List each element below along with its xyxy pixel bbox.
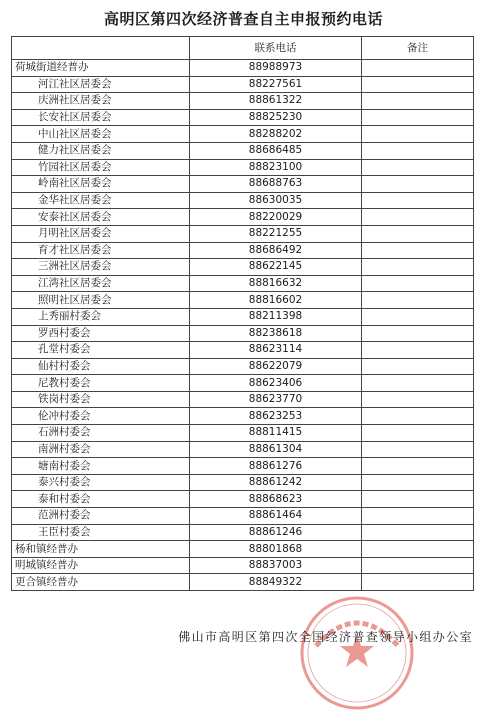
phone-number-cell: 88823100: [190, 159, 362, 176]
phone-number-cell: 88211398: [190, 308, 362, 325]
table-row: [12, 225, 474, 242]
unit-name-cell: 杨和镇经普办: [12, 541, 190, 558]
table-row: [12, 259, 474, 276]
table-row: [12, 524, 474, 541]
unit-name-cell: 月明社区居委会: [12, 225, 190, 242]
table-row: [12, 275, 474, 292]
note-cell: [362, 142, 474, 159]
unit-name-cell: 健力社区居委会: [12, 142, 190, 159]
phone-number-cell: 88861242: [190, 474, 362, 491]
phone-number-cell: 88816602: [190, 292, 362, 309]
note-cell: [362, 425, 474, 442]
note-cell: [362, 292, 474, 309]
unit-name-cell: 荷城街道经普办: [12, 60, 190, 77]
note-cell: [362, 474, 474, 491]
unit-name-cell: 尼教村委会: [12, 375, 190, 392]
phone-number-cell: 88630035: [190, 192, 362, 209]
note-cell: [362, 209, 474, 226]
table-row: [12, 358, 474, 375]
unit-name-cell: 庆洲社区居委会: [12, 93, 190, 110]
header-note: 备注: [362, 37, 474, 60]
table-row: [12, 408, 474, 425]
note-cell: [362, 441, 474, 458]
unit-name-cell: 河江社区居委会: [12, 76, 190, 93]
note-cell: [362, 391, 474, 408]
phone-number-cell: 88861322: [190, 93, 362, 110]
phone-number-cell: 88861276: [190, 458, 362, 475]
note-cell: [362, 408, 474, 425]
unit-name-cell: 安泰社区居委会: [12, 209, 190, 226]
note-cell: [362, 93, 474, 110]
unit-name-cell: 上秀丽村委会: [12, 308, 190, 325]
phone-number-cell: 88227561: [190, 76, 362, 93]
table-row: [12, 441, 474, 458]
note-cell: [362, 325, 474, 342]
unit-name-cell: 长安社区居委会: [12, 109, 190, 126]
table-row: [12, 176, 474, 193]
unit-name-cell: 范洲村委会: [12, 508, 190, 525]
unit-name-cell: 仙村村委会: [12, 358, 190, 375]
table-row: [12, 325, 474, 342]
header-unit: [12, 37, 190, 60]
table-row: [12, 209, 474, 226]
table-row: [12, 292, 474, 309]
table-row: [12, 391, 474, 408]
note-cell: [362, 259, 474, 276]
unit-name-cell: 王臣村委会: [12, 524, 190, 541]
phone-number-cell: 88622079: [190, 358, 362, 375]
table-row: [12, 242, 474, 259]
note-cell: [362, 541, 474, 558]
phone-number-cell: 88288202: [190, 126, 362, 143]
note-cell: [362, 508, 474, 525]
phone-number-cell: 88686492: [190, 242, 362, 259]
unit-name-cell: 照明社区居委会: [12, 292, 190, 309]
unit-name-cell: 三洲社区居委会: [12, 259, 190, 276]
unit-name-cell: 更合镇经普办: [12, 574, 190, 591]
note-cell: [362, 242, 474, 259]
note-cell: [362, 358, 474, 375]
table-row: [12, 342, 474, 359]
table-row: [12, 574, 474, 591]
unit-name-cell: 泰兴村委会: [12, 474, 190, 491]
document-title: 高明区第四次经济普查自主申报预约电话: [103, 10, 383, 28]
table-row: [12, 76, 474, 93]
phone-number-cell: 88221255: [190, 225, 362, 242]
note-cell: [362, 491, 474, 508]
phone-number-cell: 88861304: [190, 441, 362, 458]
phone-number-cell: 88623114: [190, 342, 362, 359]
table-row: [12, 192, 474, 209]
unit-name-cell: 罗西村委会: [12, 325, 190, 342]
phone-number-cell: 88623770: [190, 391, 362, 408]
phone-number-cell: 88801868: [190, 541, 362, 558]
table-row: [12, 491, 474, 508]
table-row: [12, 425, 474, 442]
unit-name-cell: 江湾社区居委会: [12, 275, 190, 292]
note-cell: [362, 176, 474, 193]
phone-number-cell: 88868623: [190, 491, 362, 508]
unit-name-cell: 中山社区居委会: [12, 126, 190, 143]
note-cell: [362, 192, 474, 209]
table-row: [12, 557, 474, 574]
table-row: [12, 142, 474, 159]
unit-name-cell: 石洲村委会: [12, 425, 190, 442]
table-row: [12, 93, 474, 110]
note-cell: [362, 458, 474, 475]
phone-number-cell: 88688763: [190, 176, 362, 193]
note-cell: [362, 225, 474, 242]
unit-name-cell: 泰和村委会: [12, 491, 190, 508]
table-row: [12, 109, 474, 126]
phone-number-cell: 88837003: [190, 557, 362, 574]
table-row: [12, 508, 474, 525]
note-cell: [362, 76, 474, 93]
phone-number-cell: 88861464: [190, 508, 362, 525]
unit-name-cell: 竹园社区居委会: [12, 159, 190, 176]
note-cell: [362, 60, 474, 77]
phone-number-cell: 88988973: [190, 60, 362, 77]
phone-number-cell: 88816632: [190, 275, 362, 292]
table-row: [12, 375, 474, 392]
phone-number-cell: 88811415: [190, 425, 362, 442]
official-seal: [298, 594, 416, 712]
unit-name-cell: 南洲村委会: [12, 441, 190, 458]
phone-number-cell: 88623253: [190, 408, 362, 425]
phone-number-cell: 88861246: [190, 524, 362, 541]
issuing-office: 佛山市高明区第四次全国经济普查领导小组办公室: [178, 630, 473, 644]
note-cell: [362, 126, 474, 143]
phone-number-cell: 88825230: [190, 109, 362, 126]
note-cell: [362, 308, 474, 325]
note-cell: [362, 342, 474, 359]
note-cell: [362, 524, 474, 541]
note-cell: [362, 574, 474, 591]
note-cell: [362, 109, 474, 126]
note-cell: [362, 375, 474, 392]
note-cell: [362, 275, 474, 292]
unit-name-cell: 明城镇经普办: [12, 557, 190, 574]
table-header-row: [12, 37, 474, 60]
unit-name-cell: 孔堂村委会: [12, 342, 190, 359]
table-body: [12, 60, 474, 591]
phone-number-cell: 88623406: [190, 375, 362, 392]
unit-name-cell: 育才社区居委会: [12, 242, 190, 259]
unit-name-cell: 金华社区居委会: [12, 192, 190, 209]
phone-number-cell: 88622145: [190, 259, 362, 276]
table-row: [12, 60, 474, 77]
table-row: [12, 458, 474, 475]
table-row: [12, 474, 474, 491]
table-row: [12, 126, 474, 143]
table-row: [12, 308, 474, 325]
table-row: [12, 159, 474, 176]
phone-number-cell: 88238618: [190, 325, 362, 342]
phone-number-cell: 88220029: [190, 209, 362, 226]
phone-number-cell: 88849322: [190, 574, 362, 591]
unit-name-cell: 铁岗村委会: [12, 391, 190, 408]
note-cell: [362, 159, 474, 176]
contact-table: [11, 36, 474, 591]
unit-name-cell: 塘南村委会: [12, 458, 190, 475]
note-cell: [362, 557, 474, 574]
table-row: [12, 541, 474, 558]
header-phone: 联系电话: [190, 37, 362, 60]
unit-name-cell: 岭南社区居委会: [12, 176, 190, 193]
phone-number-cell: 88686485: [190, 142, 362, 159]
unit-name-cell: 伦冲村委会: [12, 408, 190, 425]
